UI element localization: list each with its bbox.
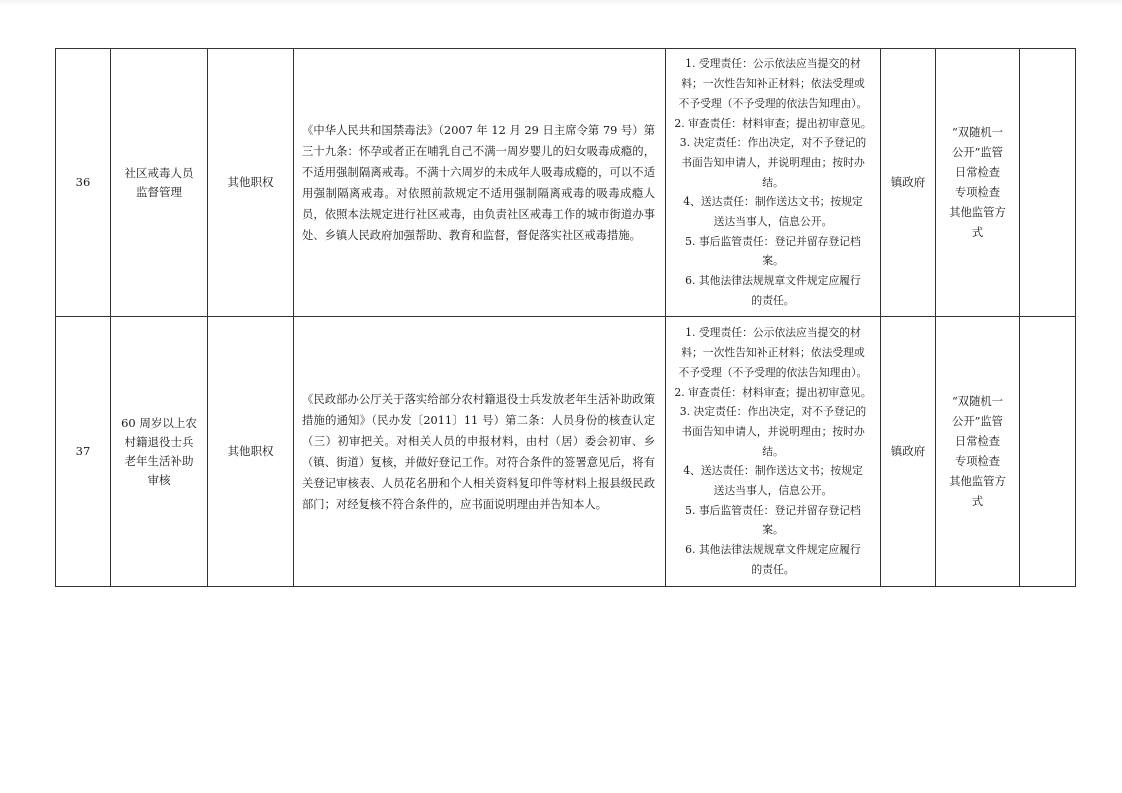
- check-line: “双随机一: [952, 394, 1003, 408]
- duty-line: 2. 审查责任：材料审查；提出初审意见。: [674, 385, 872, 399]
- duty-line: 的责任。: [751, 293, 795, 307]
- duty-line: 5. 事后监管责任：登记并留存登记档: [685, 503, 861, 517]
- check-line: 其他监管方: [949, 474, 1006, 488]
- duty-line: 4、送达责任：制作送达文书；按规定: [683, 195, 863, 209]
- duty-line: 的责任。: [751, 562, 795, 576]
- duty-line: 5. 事后监管责任：登记并留存登记档: [685, 234, 861, 248]
- legal-basis-text: 《民政部办公厅关于落实给部分农村籍退役士兵发放老年生活补助政策措施的通知》（民办发〔2011〕11 号）第二条：人员身份的核查认定（三）初审把关。对相关人员的申报材料，由村（居）委会初审、乡（镇、街道）复核，并做好登记工作。对符合条件的签署意见后，将有关登记审核表、人员花名册和个人相关资料复印件等材料上报县级民政部门；对经复核不符合条件的，应书面说明理由并告知本人。: [302, 392, 655, 511]
- duty-line: 送达当事人，信息公开。: [713, 215, 833, 229]
- item-name-line: 老年生活补助: [124, 453, 194, 468]
- duty-line: 不予受理（不予受理的依法告知理由）。: [678, 96, 868, 110]
- duty-line: 6. 其他法律法规规章文件规定应履行: [685, 543, 861, 557]
- duty-line: 2. 审查责任：材料审查；提出初审意见。: [674, 116, 872, 130]
- duty-line: 6. 其他法律法规规章文件规定应履行: [685, 274, 861, 288]
- check-line: 式: [971, 494, 984, 508]
- responsibility-cell: [666, 317, 881, 587]
- item-name-line: 审核: [147, 472, 171, 487]
- implementing-subject: 镇政府: [881, 49, 936, 317]
- check-line: 式: [971, 225, 984, 239]
- supervision-method-cell: [936, 317, 1020, 587]
- duty-line: 结。: [762, 175, 784, 189]
- responsibility-cell: [666, 49, 881, 317]
- row-number: 37: [56, 317, 111, 587]
- check-line: 专项检查: [954, 454, 1001, 468]
- check-line: “双随机一: [952, 125, 1003, 139]
- legal-basis-cell: [294, 317, 666, 587]
- power-list-table: [55, 48, 1076, 587]
- legal-basis-cell: [294, 49, 666, 317]
- implementing-subject: 镇政府: [881, 317, 936, 587]
- power-type: 其他职权: [208, 49, 294, 317]
- scan-edge-shadow: [0, 0, 1122, 6]
- duty-line: 案。: [762, 254, 784, 268]
- table-row: [56, 317, 1076, 587]
- check-line: 公开”监管: [952, 414, 1003, 428]
- check-line: 专项检查: [954, 185, 1001, 199]
- duty-line: 书面告知申请人，并说明理由；按时办: [681, 155, 865, 169]
- duty-line: 料；一次性告知补正材料；依法受理或: [681, 77, 865, 91]
- item-name: [111, 317, 208, 587]
- duty-line: 3. 决定责任：作出决定，对不予登记的: [679, 405, 867, 419]
- legal-basis-text: 《中华人民共和国禁毒法》（2007 年 12 月 29 日主席令第 79 号）第三十九条：怀孕或者正在哺乳自己不满一周岁婴儿的妇女吸毒成瘾的，不适用强制隔离戒毒。不满十六周岁的未成年人吸毒成瘾的，可以不适用强制隔离戒毒。对依照前款规定不适用强制隔离戒毒的吸毒成瘾人员，依照本法规定进行社区戒毒，由负责社区戒毒工作的城市街道办事处、乡镇人民政府加强帮助、教育和监督，督促落实社区戒毒措施。: [302, 123, 655, 242]
- duty-line: 1. 受理责任：公示依法应当提交的材: [685, 57, 861, 71]
- table-row: [56, 49, 1076, 317]
- check-line: 公开”监管: [952, 145, 1003, 159]
- item-name-line: 60 周岁以上农: [121, 415, 197, 430]
- supervision-method-cell: [936, 49, 1020, 317]
- duty-line: 案。: [762, 523, 784, 537]
- item-name-line: 村籍退役士兵: [124, 434, 194, 449]
- duty-line: 送达当事人，信息公开。: [713, 484, 833, 498]
- check-line: 日常检查: [954, 434, 1001, 448]
- item-name-line: 监督管理: [136, 184, 182, 199]
- remark-cell: [1020, 317, 1076, 587]
- item-name: [111, 49, 208, 317]
- duty-line: 4、送达责任：制作送达文书；按规定: [683, 464, 863, 478]
- duty-line: 1. 受理责任：公示依法应当提交的材: [685, 326, 861, 340]
- row-number: 36: [56, 49, 111, 317]
- check-line: 其他监管方: [949, 205, 1006, 219]
- duty-line: 书面告知申请人，并说明理由；按时办: [681, 424, 865, 438]
- duty-line: 3. 决定责任：作出决定，对不予登记的: [679, 136, 867, 150]
- item-name-line: 社区戒毒人员: [124, 165, 194, 180]
- duty-line: 不予受理（不予受理的依法告知理由）。: [678, 365, 868, 379]
- check-line: 日常检查: [954, 165, 1001, 179]
- remark-cell: [1020, 49, 1076, 317]
- duty-line: 料；一次性告知补正材料；依法受理或: [681, 346, 865, 360]
- duty-line: 结。: [762, 444, 784, 458]
- power-type: 其他职权: [208, 317, 294, 587]
